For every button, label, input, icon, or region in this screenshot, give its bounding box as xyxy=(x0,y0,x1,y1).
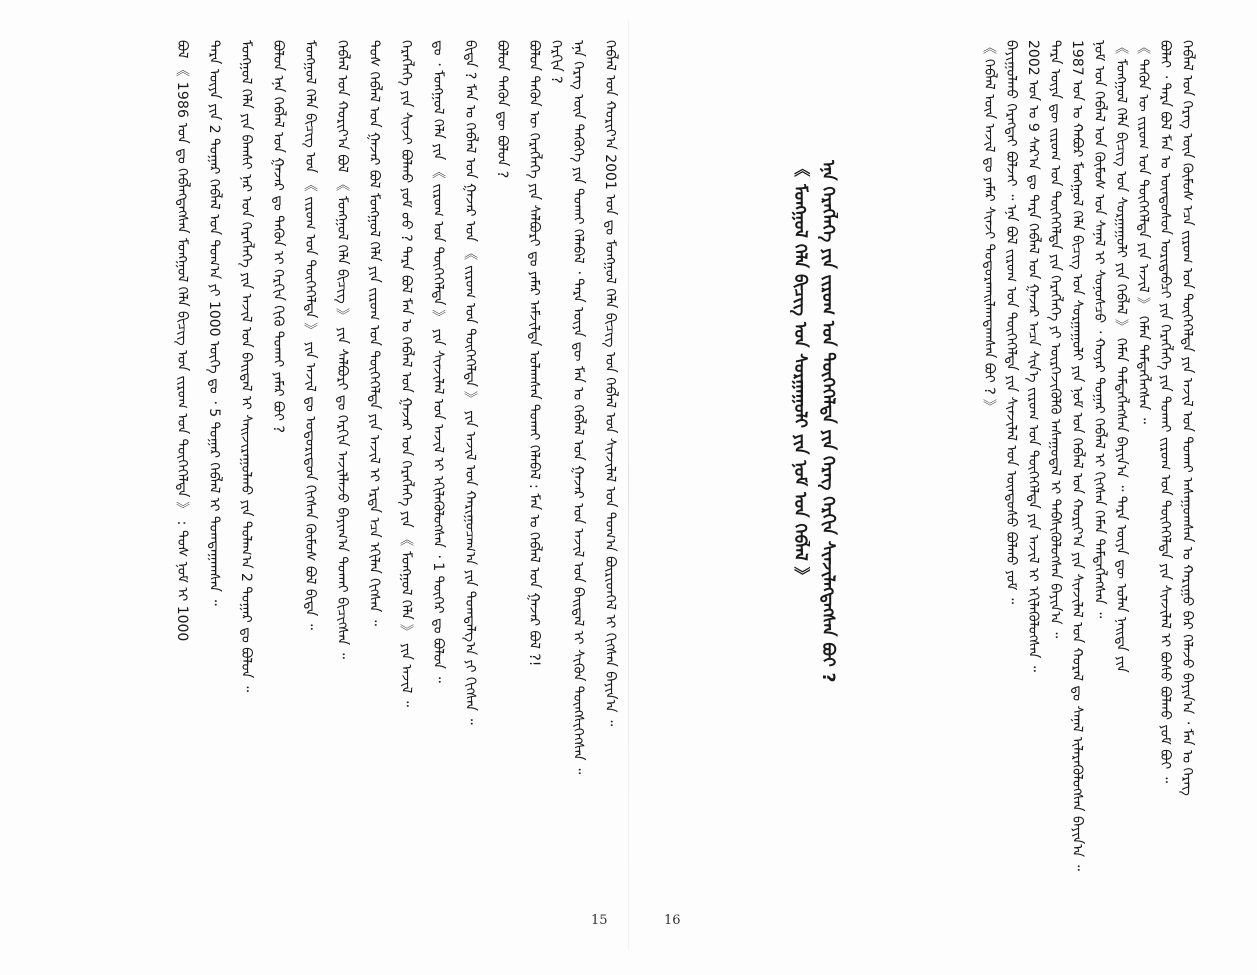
body-text-line: ᠡᠨᠡ ᠬᠡᠷᠡᠭ ᠦᠨ ᠲᠡᠭᠦᠬᠡ ᠶᠢᠨ ᠲᠤᠬᠠᠢ ᠬᠡᠯᠡᠪᠡᠯ ᠂ ᠲᠡᠷᠡ ᠦᠶᠡ ᠳᠦ ᠮᠠᠨ ᠤ ᠬᠡᠪᠯᠡᠯ ᠤᠨ ᠭᠠᠵᠠᠷ ᠤᠨ ᠠᠵᠢᠯ ᠤᠨ ᠪᠠᠢᠳᠠᠯ ᠢ ᠰᠢᠭᠦᠨ ᠳᠦᠩᠰᠢᠭᠡᠭᠰᠡᠨ ᠃ xyxy=(570,40,586,775)
body-text-line: ᠮᠣᠩᠭᠣᠯ ᠬᠡᠯᠡ ᠪᠢᠴᠢᠭ ᠤᠨ 《 ᠵᠢᠷᠤᠭ ᠤᠨ ᠲᠦᠭᠡᠭᠡᠯᠲᠡ 》 ᠶᠢᠨ ᠠᠵᠢᠯ ᠳᠤ ᠤᠳᠤᠷᠢᠳᠤᠨ ᠬᠢᠭᠰᠡᠨ ᠬᠦᠮᠦᠰ ᠪᠣᠯ ᠪᠢᠳᠡ ᠃ xyxy=(302,40,318,630)
body-text-line: 《 ᠮᠣᠩᠭᠣᠯ ᠬᠡᠯᠡ ᠪᠢᠴᠢᠭ ᠤᠨ ᠰᠤᠷᠭᠠᠭᠤᠯᠢ ᠶᠢᠨ ᠬᠡᠪᠯᠡᠯ 》 ᠬᠡᠮᠡᠨ ᠲᠡᠮᠳᠡᠭᠯᠡᠭᠰᠡᠨ ᠪᠠᠶᠢᠨ᠎ᠠ ᠃ ᠲᠡᠷᠡ ᠦᠶᠡ ᠳᠦ ᠣᠯᠠᠨ ᠨᠡᠢᠲᠡ ᠶᠢᠨ xyxy=(1113,40,1129,673)
body-text-line: ᠬᠡᠪᠯᠡᠯ ᠤᠨ ᠬᠣᠷᠢᠶ᠎ᠠ 2001 ᠣᠨ ᠳᠤ ᠮᠣᠩᠭᠣᠯ ᠬᠡᠯᠡ ᠪᠢᠴᠢᠭ ᠤᠨ ᠬᠡᠪᠯᠡᠯ ᠤᠨ ᠰᠢᠨᠵᠢᠯᠡᠯ ᠤᠨ ᠲᠣᠭ᠎ᠠ ᠪᠦᠷᠢᠳᠬᠡᠯ ᠢ ᠬᠢᠭᠰᠡᠨ ᠪᠠᠶᠢᠨ᠎ᠠ ᠃ xyxy=(602,40,618,727)
chapter-title-line-2: 《 ᠮᠣᠩᠭᠣᠯ ᠬᠡᠯᠡ ᠪᠢᠴᠢᠭ ᠤᠨ ᠰᠤᠷᠭᠠᠭᠤᠯᠢ ᠶᠢᠨ ᠨᠣᠮ ᠤᠨ ᠬᠡᠪᠯᠡᠯ 》 xyxy=(790,160,810,585)
body-text-line: ᠬᠡᠪᠯᠡᠯ ᠤᠨ ᠬᠡᠷᠡᠭ ᠦᠨ ᠬᠦᠮᠦᠰ ᠡᠴᠡ ᠵᠢᠷᠤᠭ ᠤᠨ ᠲᠦᠭᠡᠭᠡᠯᠲᠡ ᠶᠢᠨ ᠠᠵᠢᠯ ᠤᠨ ᠲᠤᠬᠠᠢ ᠠᠰᠠᠭᠤᠭᠰᠠᠨ ᠤ ᠬᠠᠷᠢᠭᠤ ᠪᠠᠷ ᠬᠡᠯᠡᠵᠦ ᠪᠠᠶᠢᠨ᠎ᠠ ᠂ ᠮᠠᠨ ᠤ ᠬᠡᠷᠡᠭ xyxy=(1179,40,1195,796)
body-text-line: ᠪᠣᠯᠤᠨ ᠲᠡᠭᠦᠨ ᠳᠦ ᠪᠣᠯᠤᠨ ? xyxy=(494,40,510,179)
page-number-left: 15 xyxy=(591,913,608,928)
body-text-line: 《 ᠬᠡᠪᠯᠡᠯ ᠦᠨ ᠠᠵᠢᠯ ᠳᠤ ᠶᠠᠮᠠᠷ ᠰᠢᠨᠵᠢ ᠲᠣᠳᠣᠷᠬᠠᠢᠯᠠᠭᠳᠠᠭᠰᠠᠨ ᠪᠤᠢ ? 》 xyxy=(981,40,997,414)
body-text-line: ᠳᠤ ᠂ ᠮᠣᠩᠭᠣᠯ ᠬᠡᠯᠡ ᠶᠢᠨ 《 ᠵᠢᠷᠤᠭ ᠤᠨ ᠲᠦᠭᠡᠭᠡᠯᠲᠡ 》 ᠶᠢᠨ ᠰᠢᠨᠵᠢᠯᠡᠯ ᠤᠨ ᠠᠵᠢᠯ ᠢ ᠡᠬᠢᠯᠡᠭᠦᠯᠦᠭᠰᠡᠨ ᠂ 1 ᠳᠦᠭᠡᠷ ᠳᠤ ᠪᠣᠯᠤᠨ ᠃ xyxy=(430,40,446,683)
body-text-line: ᠲᠡᠷᠡ ᠦᠶᠡ ᠳᠦ ᠵᠢᠷᠤᠭ ᠤᠨ ᠲᠦᠭᠡᠭᠡᠯᠲᠡ ᠶᠢᠨ ᠬᠡᠷᠡᠭᠯᠡᠭᠡ ᠶᠢ ᠦᠷᠭᠡᠵᠢᠭᠦᠯᠬᠦ ᠠᠰᠠᠭᠤᠳᠠᠯ ᠢ ᠳᠡᠪᠰᠢᠭᠦᠯᠦᠭᠰᠡᠨ ᠪᠠᠶᠢᠨ᠎ᠠ ᠃ xyxy=(1047,40,1063,639)
left-page xyxy=(82,40,622,920)
body-text-line: ᠮᠣᠩᠭᠣᠯ ᠬᠡᠯᠡ ᠶᠢᠨ ᠪᠠᠭᠰᠢ ᠨᠠᠷ ᠤᠨ ᠬᠡᠷᠡᠭᠯᠡᠭᠡ ᠶᠢᠨ ᠠᠵᠢᠯ ᠤᠨ ᠪᠠᠢᠳᠠᠯ ᠢ ᠰᠠᠢᠵᠢᠷᠠᠭᠤᠯᠬᠤ ᠶᠢᠨ ᠲᠤᠯᠠᠭ᠎ᠠ 2 ᠳᠤᠭᠠᠷ ᠳᠤ ᠪᠣᠯᠤᠨ ᠃ xyxy=(238,40,254,692)
right-page xyxy=(640,40,1200,920)
body-text-line: 1987 ᠣᠨ ᠤ ᠬᠠᠪᠤᠷ ᠮᠣᠩᠭᠣᠯ ᠬᠡᠯᠡ ᠪᠢᠴᠢᠭ ᠤᠨ ᠰᠤᠷᠭᠠᠭᠤᠯᠢ ᠶᠢᠨ ᠨᠣᠮ ᠤᠨ ᠬᠡᠪᠯᠡᠯ ᠤᠨ ᠬᠣᠷᠢᠶ᠎ᠠ ᠶᠢᠨ ᠰᠢᠨᠵᠢᠯᠡᠯ ᠤᠨ ᠬᠤᠷᠠᠯ ᠳᠤ ᠰᠠᠨᠠᠯ ᠢᠯᠡᠷᠡᠭᠦᠯᠦᠭᠰᠡᠨ ᠪᠠᠶᠢᠨ᠎ᠠ ᠃ xyxy=(1069,40,1085,871)
body-text-line: ᠲᠡᠷᠡ ᠦᠶᠡ ᠶᠢᠨ 2 ᠳᠤᠭᠠᠷ ᠬᠡᠪᠯᠡᠯ ᠤᠨ ᠲᠣᠭ᠎ᠠ ᠶᠢ 1000 ᠦᠭᠡ ᠳᠤ ᠂ 5 ᠳᠤᠭᠠᠷ ᠬᠡᠪᠯᠡᠯ ᠢ ᠲᠣᠭᠲᠠᠭᠠᠭᠰᠠᠨ ᠃ xyxy=(206,40,222,606)
chapter-title-line-1: ᠡᠨᠡ ᠬᠡᠷᠡᠭᠯᠡᠭᠡ ᠶᠢᠨ ᠵᠢᠷᠤᠭ ᠤᠨ ᠲᠦᠭᠡᠭᠡᠯᠲᠡ ᠶᠢᠨ ᠬᠡᠷᠡᠭ ᠬᠡᠷᠬᠢᠨ ᠰᠢᠨᠵᠢᠯᠡᠭᠳᠡᠭᠰᠡᠨ ᠪᠤᠢ ? xyxy=(818,160,838,683)
body-text-line: ᠬᠡᠪᠯᠡᠯ ᠤᠨ ᠬᠣᠷᠢᠶ᠎ᠠ ᠪᠣᠯ 《 ᠮᠣᠩᠭᠣᠯ ᠬᠡᠯᠡ ᠪᠢᠴᠢᠭ 》 ᠶᠢᠨ ᠰᠠᠯᠪᠤᠷᠢ ᠳᠤ ᠬᠡᠷᠬᠢᠨ ᠠᠵᠢᠯᠯᠠᠵᠤ ᠪᠠᠶᠢᠭ᠎ᠠ ᠲᠤᠬᠠᠢ ᠪᠢᠴᠢᠭᠰᠡᠨ ᠃ xyxy=(334,40,350,659)
body-text-line: ᠪᠣᠯᠤᠨ ᠲᠡᠭᠦᠨ ᠦ ᠬᠡᠷᠡᠭᠯᠡᠭᠡ ᠶᠢᠨ ᠰᠠᠯᠪᠤᠷᠢ ᠳᠤ ᠶᠠᠮᠠᠷ ᠠᠮᠵᠢᠯᠲᠠ ᠣᠯᠠᠭᠰᠠᠨ ᠲᠤᠬᠠᠢ ᠬᠡᠯᠡᠪᠡᠯ : ᠮᠠᠨ ᠤ ᠬᠡᠪᠯᠡᠯ ᠤᠨ ᠭᠠᠵᠠᠷ ᠪᠣᠯ ?! xyxy=(526,40,542,667)
body-text-line: ᠪᠣᠯᠠᠢ ᠂ ᠲᠡᠷᠡ ᠪᠣᠯ ᠮᠠᠨ ᠤ ᠦᠨᠳᠦᠰᠦᠨ ᠤᠷᠢᠳᠠᠪᠴᠢ ᠶᠢᠨ ᠬᠡᠷᠡᠭᠯᠡᠭᠡ ᠶᠢᠨ ᠲᠤᠬᠠᠢ ᠵᠢᠷᠤᠭ ᠤᠨ ᠲᠦᠭᠡᠭᠡᠯᠲᠡ ᠶᠢᠨ ᠰᠢᠨᠵᠢᠯᠡᠯ ᠢ ᠪᠤᠰᠤ ᠪᠣᠯᠬᠤ ᠶᠤᠮ ᠪᠤᠢ ᠃ xyxy=(1157,40,1173,783)
body-text-line: ᠨᠣᠮ ᠤᠨ ᠬᠡᠪᠯᠡᠯ ᠤᠨ ᠬᠦᠮᠦᠰ ᠤᠨ ᠰᠠᠨᠠᠯ ᠢ ᠰᠣᠨᠣᠰᠴᠤ ᠂ ᠬᠣᠶᠠᠷ ᠳᠤᠭᠠᠷ ᠬᠡᠪᠯᠡᠯ ᠢ ᠬᠢᠭᠰᠡᠨ ᠬᠡᠮᠡᠨ ᠲᠡᠮᠳᠡᠭᠯᠡᠭᠰᠡᠨ ᠃ xyxy=(1091,40,1107,619)
body-text-line: ᠪᠠᠶᠢᠭᠤᠯᠬᠤ ᠬᠡᠷᠡᠭᠲᠡᠶ ᠪᠣᠯᠵᠠᠢ ᠃ ᠡᠨᠡ ᠪᠣᠯ ᠵᠢᠷᠤᠭ ᠤᠨ ᠲᠦᠭᠡᠭᠡᠯᠲᠡ ᠶᠢᠨ ᠰᠢᠨᠵᠢᠯᠡᠯ ᠤᠨ ᠦᠨᠳᠦᠰᠦ ᠪᠣᠯᠬᠤ ᠶᠤᠮ ᠃ xyxy=(1003,40,1019,604)
body-text-line: ᠪᠢᠳᠡ ? ᠮᠠᠨ ᠤ ᠬᠡᠪᠯᠡᠯ ᠤᠨ ᠭᠠᠵᠠᠷ ᠤᠨ 《 ᠵᠢᠷᠤᠭ ᠤᠨ ᠲᠦᠭᠡᠭᠡᠯᠲᠡ 》 ᠶᠢᠨ ᠠᠵᠢᠯ ᠤᠨ ᠬᠠᠷᠢᠭᠤᠴᠠᠭ᠎ᠠ ᠶᠢᠨ ᠲᠣᠭᠲᠠᠯᠭ᠎ᠠ ᠶᠢ ᠬᠢᠭᠰᠡᠨ ᠃ xyxy=(462,40,478,725)
body-text-line: ᠪᠣᠯ 《 1986 ᠣᠨ ᠳᠤ ᠬᠡᠪᠯᠡᠭᠳᠡᠭᠰᠡᠨ ᠮᠣᠩᠭᠣᠯ ᠬᠡᠯᠡ ᠪᠢᠴᠢᠭ ᠤᠨ ᠵᠢᠷᠤᠭ ᠤᠨ ᠲᠦᠭᠡᠭᠡᠯᠲᠡ 》 : ᠲᠤᠰ ᠨᠣᠮ ᠢ 1000 xyxy=(174,40,190,642)
body-text-line: ᠬᠡᠷᠬᠢᠨ ? xyxy=(548,40,564,84)
book-gutter xyxy=(628,20,629,950)
body-text-line: ᠲᠤᠰ ᠬᠡᠪᠯᠡᠯ ᠤᠨ ᠭᠠᠵᠠᠷ ᠪᠣᠯ ᠮᠣᠩᠭᠣᠯ ᠬᠡᠯᠡ ᠶᠢᠨ ᠵᠢᠷᠤᠭ ᠤᠨ ᠲᠦᠭᠡᠭᠡᠯᠲᠡ ᠶᠢᠨ ᠠᠵᠢᠯ ᠢ ᠡᠷᠲᠡ ᠡᠴᠡ ᠡᠬᠢᠯᠡᠨ ᠬᠢᠭᠰᠡᠨ ᠃ xyxy=(366,40,382,626)
body-text-line: ᠪᠣᠯᠤᠨ ᠡᠨᠡ ᠬᠡᠪᠯᠡᠯ ᠤᠨ ᠭᠠᠵᠠᠷ ᠳᠤ ᠲᠡᠭᠦᠨ ᠢ ᠬᠡᠷᠬᠢᠨ ᠬᠢᠬᠦ ᠲᠤᠬᠠᠢ ᠶᠠᠮᠠᠷ ᠪᠤᠢ ? xyxy=(270,40,286,433)
body-text-line: 2002 ᠣᠨ ᠤ 9 ᠰᠠᠷ᠎ᠠ ᠳᠤ ᠲᠡᠷᠡ ᠬᠡᠪᠯᠡᠯ ᠤᠨ ᠭᠠᠵᠠᠷ ᠠᠴᠠ ᠰᠢᠨ᠎ᠡ ᠵᠢᠷᠤᠭ ᠤᠨ ᠲᠦᠭᠡᠭᠡᠯᠲᠡ ᠶᠢᠨ ᠠᠵᠢᠯ ᠢ ᠡᠬᠢᠯᠡᠭᠦᠯᠦᠭᠰᠡᠨ ᠃ xyxy=(1025,40,1041,672)
body-text-line: ᠬᠡᠷᠡᠭᠯᠡᠭᠡ ᠶᠢᠨ ᠰᠢᠨᠵᠢ ᠪᠣᠯᠬᠤ ᠶᠤᠮ ᠤᠤ ? ᠲᠡᠷᠡ ᠪᠣᠯ ᠮᠠᠨ ᠤ ᠬᠡᠪᠯᠡᠯ ᠤᠨ ᠭᠠᠵᠠᠷ ᠤᠨ ᠬᠡᠷᠡᠭᠯᠡᠭᠡ ᠶᠢᠨ 《 ᠮᠣᠩᠭᠣᠯ ᠬᠡᠯᠡ 》 ᠶᠢᠨ ᠠᠵᠢᠯ ᠃ xyxy=(398,40,414,707)
body-text-line: 《 ᠲᠡᠭᠦᠨ ᠦ ᠵᠢᠷᠤᠭ ᠤᠨ ᠲᠦᠭᠡᠭᠡᠯᠲᠡ ᠶᠢᠨ ᠠᠵᠢᠯ 》 ᠬᠡᠮᠡᠨ ᠲᠡᠮᠳᠡᠭᠯᠡᠭᠰᠡᠨ ᠃ xyxy=(1135,40,1151,424)
page-number-right: 16 xyxy=(664,913,681,928)
